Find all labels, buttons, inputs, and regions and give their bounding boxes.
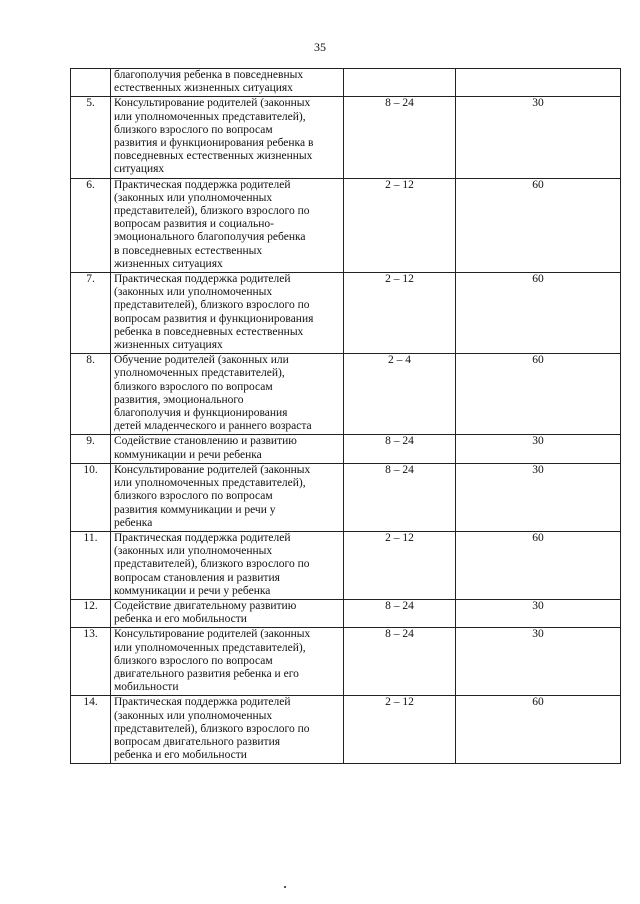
description-line: Содействие становлению и развитию (114, 435, 297, 448)
description-line: Практическая поддержка родителей (114, 273, 291, 286)
description-line: (законных или уполномоченных (114, 709, 273, 722)
service-duration: 2 – 12 (344, 178, 456, 272)
services-table-body (71, 69, 621, 764)
service-duration: 2 – 4 (344, 354, 456, 435)
service-duration: 2 – 12 (344, 696, 456, 764)
description-line: Практическая поддержка родителей (114, 178, 291, 191)
description-line: Практическая поддержка родителей (114, 531, 291, 544)
description-line: коммуникации и речи ребенка (114, 448, 262, 461)
table-row (71, 531, 621, 599)
description-line: или уполномоченных представителей), (114, 477, 306, 490)
description-line: (законных или уполномоченных (114, 191, 273, 204)
service-description (111, 178, 344, 272)
description-line: ребенка и его мобильности (114, 749, 247, 762)
description-line: Содействие двигательному развитию (114, 599, 297, 612)
description-line: близкого взрослого по вопросам (114, 123, 273, 136)
service-value: 30 (456, 599, 621, 627)
description-line: эмоционального благополучия ребенка (114, 231, 306, 244)
table-row (71, 97, 621, 178)
description-line: развития и функционирования ребенка в (114, 137, 314, 150)
description-line: Практическая поддержка родителей (114, 696, 291, 709)
description-line: Консультирование родителей (законных (114, 97, 311, 110)
row-number: 9. (71, 435, 111, 463)
service-value: 60 (456, 273, 621, 354)
description-line: детей младенческого и раннего возраста (114, 420, 312, 433)
row-number: 12. (71, 599, 111, 627)
service-duration: 2 – 12 (344, 273, 456, 354)
description-line: вопросам развития и функционирования (114, 312, 314, 325)
row-number (71, 69, 111, 97)
service-description (111, 599, 344, 627)
scan-speck (284, 886, 286, 888)
description-line: естественных жизненных ситуациях (114, 82, 293, 95)
description-line: близкого взрослого по вопросам (114, 380, 273, 393)
table-row (71, 178, 621, 272)
row-number: 7. (71, 273, 111, 354)
description-line: (законных или уполномоченных (114, 286, 273, 299)
service-description (111, 354, 344, 435)
description-line: развития коммуникации и речи у (114, 503, 276, 516)
description-line: представителей), близкого взрослого по (114, 205, 310, 218)
table-row (71, 599, 621, 627)
description-line: развития, эмоционального (114, 393, 244, 406)
description-line: жизненных ситуациях (114, 257, 223, 270)
description-line: или уполномоченных представителей), (114, 110, 306, 123)
row-number: 6. (71, 178, 111, 272)
service-description (111, 435, 344, 463)
row-number: 5. (71, 97, 111, 178)
service-duration: 2 – 12 (344, 531, 456, 599)
service-value: 30 (456, 463, 621, 531)
service-value: 60 (456, 696, 621, 764)
service-duration: 8 – 24 (344, 97, 456, 178)
service-duration (344, 69, 456, 97)
service-value: 60 (456, 178, 621, 272)
table-row (71, 696, 621, 764)
service-duration: 8 – 24 (344, 599, 456, 627)
services-table (70, 68, 621, 764)
service-description (111, 628, 344, 696)
description-line: благополучия и функционирования (114, 407, 288, 420)
table-row (71, 435, 621, 463)
description-line: в повседневных естественных (114, 244, 263, 257)
service-value: 30 (456, 97, 621, 178)
description-line: повседневных естественных жизненных (114, 150, 313, 163)
description-line: жизненных ситуациях (114, 339, 223, 352)
description-line: ситуациях (114, 163, 165, 176)
service-value: 60 (456, 531, 621, 599)
service-description (111, 696, 344, 764)
description-line: (законных или уполномоченных (114, 545, 273, 558)
description-line: вопросам становления и развития (114, 571, 280, 584)
description-line: или уполномоченных представителей), (114, 641, 306, 654)
description-line: ребенка и его мобильности (114, 613, 247, 626)
table-row (71, 628, 621, 696)
description-line: представителей), близкого взрослого по (114, 558, 310, 571)
service-description (111, 463, 344, 531)
table-row (71, 463, 621, 531)
row-number: 11. (71, 531, 111, 599)
service-value: 60 (456, 354, 621, 435)
description-line: вопросам двигательного развития (114, 735, 281, 748)
table-row (71, 273, 621, 354)
row-number: 13. (71, 628, 111, 696)
service-description (111, 531, 344, 599)
description-line: Консультирование родителей (законных (114, 628, 311, 641)
description-line: уполномоченных представителей), (114, 367, 285, 380)
row-number: 8. (71, 354, 111, 435)
description-line: представителей), близкого взрослого по (114, 722, 310, 735)
description-line: вопросам развития и социально- (114, 218, 274, 231)
row-number: 10. (71, 463, 111, 531)
service-description (111, 273, 344, 354)
description-line: близкого взрослого по вопросам (114, 490, 273, 503)
service-description (111, 69, 344, 97)
row-number: 14. (71, 696, 111, 764)
service-value: 30 (456, 435, 621, 463)
service-value: 30 (456, 628, 621, 696)
service-duration: 8 – 24 (344, 463, 456, 531)
description-line: Консультирование родителей (законных (114, 463, 311, 476)
description-line: близкого взрослого по вопросам (114, 654, 273, 667)
table-row (71, 69, 621, 97)
description-line: ребенка в повседневных естественных (114, 325, 304, 338)
description-line: двигательного развития ребенка и его (114, 667, 299, 680)
description-line: благополучия ребенка в повседневных (114, 69, 304, 81)
description-line: коммуникации и речи у ребенка (114, 584, 271, 597)
service-value (456, 69, 621, 97)
description-line: мобильности (114, 681, 179, 694)
page-number: 35 (314, 40, 326, 54)
service-duration: 8 – 24 (344, 435, 456, 463)
table-row (71, 354, 621, 435)
description-line: представителей), близкого взрослого по (114, 299, 310, 312)
service-description (111, 97, 344, 178)
description-line: ребенка (114, 516, 153, 529)
description-line: Обучение родителей (законных или (114, 354, 289, 367)
service-duration: 8 – 24 (344, 628, 456, 696)
